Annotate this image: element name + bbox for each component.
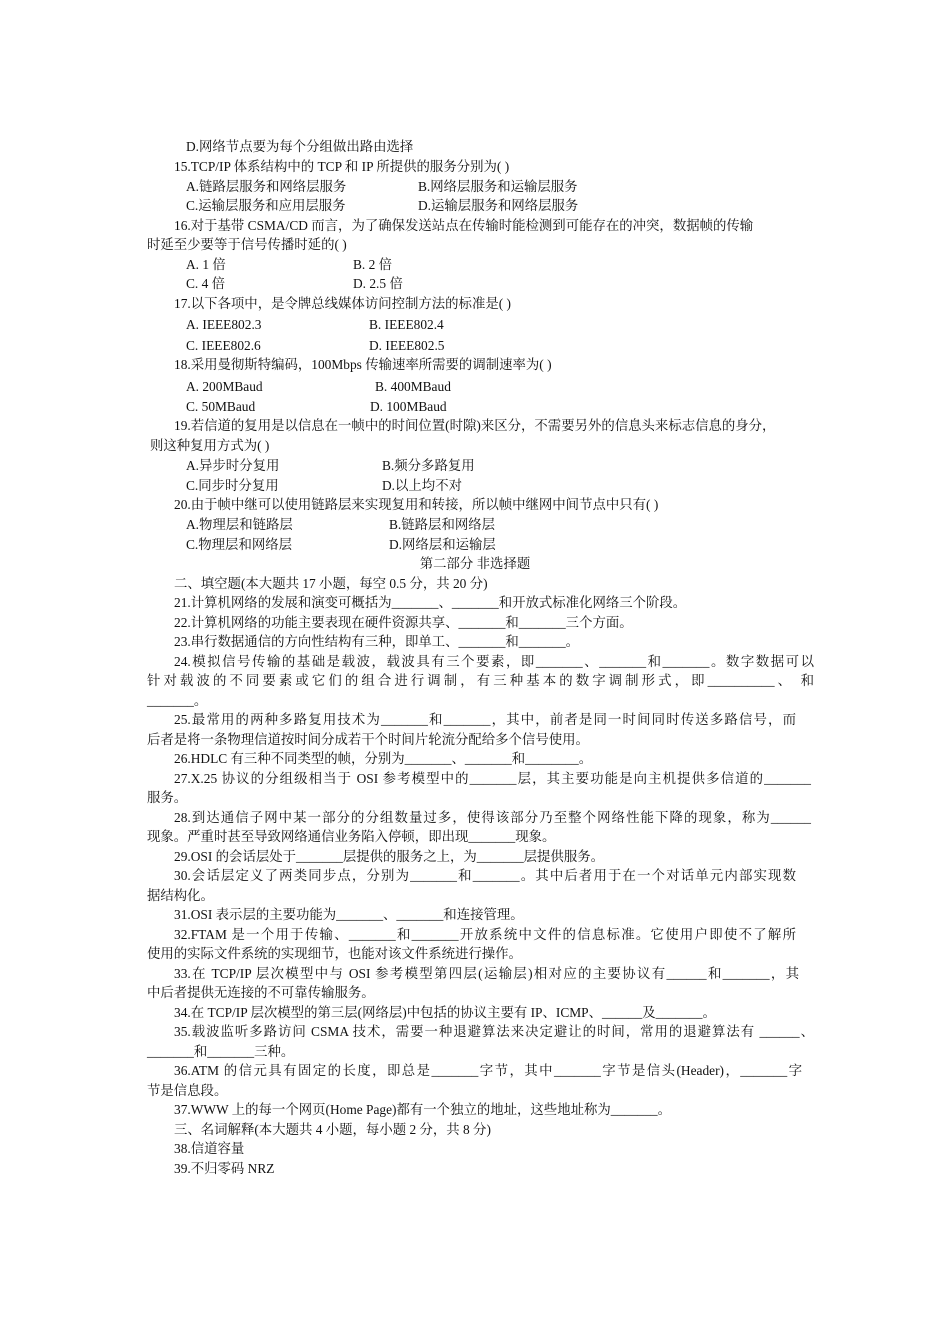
q16-stem-cont: 时延至少要等于信号传播时延的( ): [147, 237, 347, 252]
q16-option-d: D. 2.5 倍: [353, 276, 403, 291]
q29: 29.OSI 的会话层处于_______层提供的服务之上，为_______层提供服务。: [174, 849, 604, 864]
q39: 39.不归零码 NRZ: [174, 1161, 275, 1176]
q17-option-d: D. IEEE802.5: [369, 338, 445, 353]
q18-option-d: D. 100MBaud: [370, 399, 447, 414]
q25-line2: 后者是将一条物理信道按时间分成若干个时间片轮流分配给多个信号使用。: [147, 732, 589, 747]
q32-line2: 使用的实际文件系统的实现细节，也能对该文件系统进行操作。: [147, 946, 522, 961]
q15-option-d: D.运输层服务和网络层服务: [418, 198, 579, 213]
q18-option-c: C. 50MBaud: [186, 399, 256, 414]
q19-option-a: A.异步时分复用: [186, 458, 280, 473]
q19-stem-cont: 则这种复用方式为( ): [150, 438, 270, 453]
q17-option-b: B. IEEE802.4: [369, 317, 444, 332]
q36-line2: 节是信息段。: [147, 1083, 228, 1098]
q35-line2: _______和_______三种。: [147, 1044, 295, 1059]
q20-option-a: A.物理层和链路层: [186, 517, 293, 532]
q16-option-b: B. 2 倍: [353, 257, 393, 272]
q36-line1: 36.ATM 的信元具有固定的长度，即总是_______字节，其中_______字节是信头(Header)，_______字: [174, 1063, 802, 1078]
q33-line1: 33.在 TCP/IP 层次模型中与 OSI 参考模型第四层(运输层)相对应的主要协议有______和_______，其: [174, 966, 799, 981]
q30-line2: 据结构化。: [147, 888, 214, 903]
q20-option-c: C.物理层和网络层: [186, 537, 293, 552]
q35-line1: 35.载波监听多路访问 CSMA 技术，需要一种退避算法来决定避让的时间，常用的退避算法有 ______、: [174, 1024, 814, 1039]
q22: 22.计算机网络的功能主要表现在硬件资源共享、_______和_______三个方面。: [174, 615, 633, 630]
q15-option-c: C.运输层服务和应用层服务: [186, 198, 346, 213]
q37: 37.WWW 上的每一个网页(Home Page)都有一个独立的地址，这些地址称为_______。: [174, 1102, 672, 1117]
q18-option-a: A. 200MBaud: [186, 379, 263, 394]
q19-option-c: C.同步时分复用: [186, 478, 279, 493]
q19-stem: 19.若信道的复用是以信息在一帧中的时间位置(时隙)来区分，不需要另外的信息头来标志信息的身分，: [174, 418, 776, 433]
q16-option-a: A. 1 倍: [186, 257, 226, 272]
q32-line1: 32.FTAM 是一个用于传输、_______和_______开放系统中文件的信息标准。它使用户即使不了解所: [174, 927, 796, 942]
q33-line2: 中后者提供无连接的不可靠传输服务。: [147, 985, 375, 1000]
q17-stem: 17.以下各项中，是令牌总线媒体访问控制方法的标准是( ): [174, 296, 511, 311]
q23: 23.串行数据通信的方向性结构有三种，即单工、_______和_______。: [174, 634, 580, 649]
part-two-heading: 第二部分 非选择题: [419, 556, 531, 571]
q30-line1: 30.会话层定义了两类同步点，分别为_______和_______。其中后者用于在一个对话单元内部实现数: [174, 868, 796, 883]
q38: 38.信道容量: [174, 1141, 245, 1156]
q27-line1: 27.X.25 协议的分组级相当于 OSI 参考模型中的_______层，其主要功能是向主机提供多信道的_______: [174, 771, 811, 786]
q27-line2: 服务。: [147, 790, 188, 805]
q34: 34.在 TCP/IP 层次模型的第三层(网络层)中包括的协议主要有 IP、ICMP、______及_______。: [174, 1005, 716, 1020]
q15-stem: 15.TCP/IP 体系结构中的 TCP 和 IP 所提供的服务分别为( ): [174, 159, 510, 174]
q18-option-b: B. 400MBaud: [375, 379, 451, 394]
q17-option-a: A. IEEE802.3: [186, 317, 262, 332]
q15-option-a: A.链路层服务和网络层服务: [186, 179, 347, 194]
q15-option-b: B.网络层服务和运输层服务: [418, 179, 578, 194]
q24-line2: 针对载波的不同要素或它们的组合进行调制，有三种基本的数字调制形式，即__________、 和: [147, 673, 814, 688]
q19-option-d: D.以上均不对: [382, 478, 462, 493]
section-terms-heading: 三、名词解释(本大题共 4 小题，每小题 2 分，共 8 分): [174, 1122, 491, 1137]
q14-option-d: D.网络节点要为每个分组做出路由选择: [186, 139, 414, 154]
q26: 26.HDLC 有三种不同类型的帧，分别为_______、_______和________。: [174, 751, 593, 766]
q18-stem: 18.采用曼彻斯特编码，100Mbps 传输速率所需要的调制速率为( ): [174, 357, 552, 372]
q24-line3: _______。: [147, 693, 208, 708]
q20-stem: 20.由于帧中继可以使用链路层来实现复用和转接，所以帧中继网中间节点中只有( ): [174, 497, 659, 512]
section-fill-in-heading: 二、填空题(本大题共 17 小题，每空 0.5 分，共 20 分): [174, 576, 488, 591]
q25-line1: 25.最常用的两种多路复用技术为_______和_______，其中，前者是同一时间同时传送多路信号，而: [174, 712, 796, 727]
q24-line1: 24.模拟信号传输的基础是载波，载波具有三个要素，即_______、_______和_______。数字数据可以: [174, 654, 814, 669]
q20-option-d: D.网络层和运输层: [389, 537, 496, 552]
q31: 31.OSI 表示层的主要功能为_______、_______和连接管理。: [174, 907, 524, 922]
q16-option-c: C. 4 倍: [186, 276, 226, 291]
q19-option-b: B.频分多路复用: [382, 458, 475, 473]
q20-option-b: B.链路层和网络层: [389, 517, 496, 532]
q28-line2: 现象。严重时甚至导致网络通信业务陷入停顿，即出现_______现象。: [147, 829, 556, 844]
q21: 21.计算机网络的发展和演变可概括为_______、_______和开放式标准化网络三个阶段。: [174, 595, 687, 610]
q17-option-c: C. IEEE802.6: [186, 338, 261, 353]
q28-line1: 28.到达通信子网中某一部分的分组数量过多，使得该部分乃至整个网络性能下降的现象，称为______: [174, 810, 811, 825]
q16-stem: 16.对于基带 CSMA/CD 而言，为了确保发送站点在传输时能检测到可能存在的冲突，数据帧的传输: [174, 218, 754, 233]
